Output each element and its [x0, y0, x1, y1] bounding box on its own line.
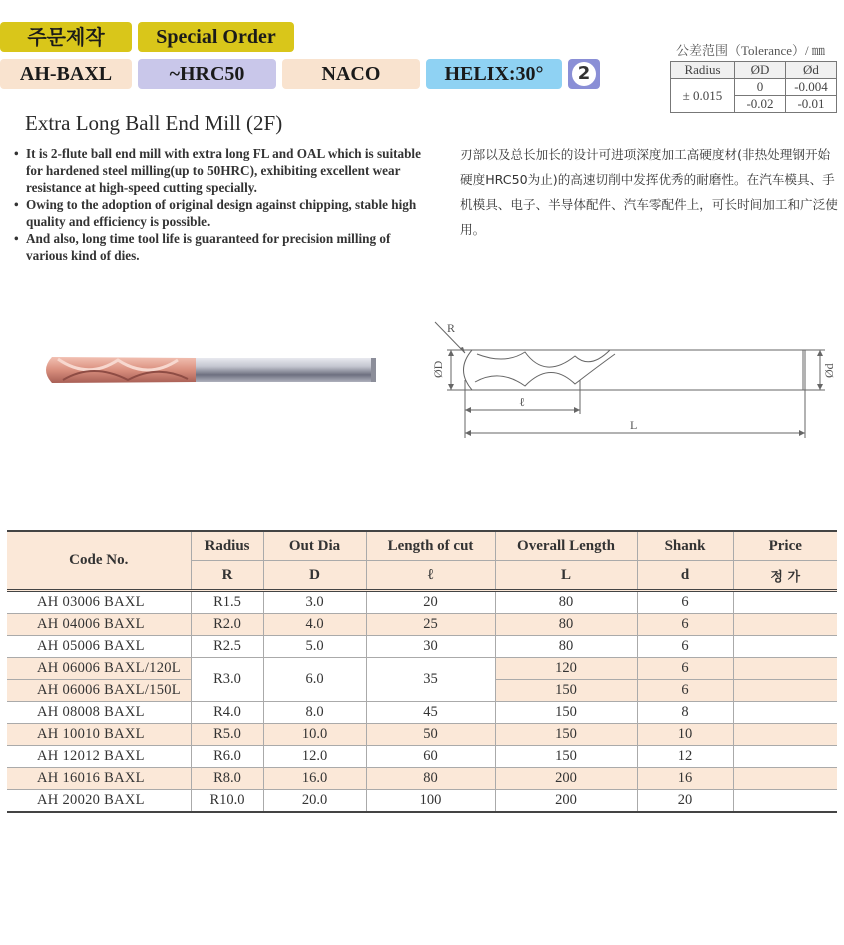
cell-price	[733, 591, 837, 614]
cell-loc: 80	[366, 768, 495, 790]
col-header-oal: Overall Length	[495, 531, 637, 561]
label-d: Ød	[822, 363, 836, 378]
cell-price	[733, 614, 837, 636]
spec-table	[7, 530, 837, 813]
label-R: R	[447, 321, 456, 335]
unit-outdia: D	[263, 561, 366, 591]
col-header-code: Code No.	[7, 531, 191, 591]
tol-D-upper: 0	[735, 79, 786, 96]
cell-oal: 150	[495, 702, 637, 724]
product-title: Extra Long Ball End Mill (2F)	[25, 111, 283, 135]
cell-price	[733, 702, 837, 724]
cell-loc: 30	[366, 636, 495, 658]
cell-price	[733, 790, 837, 813]
tol-header-d: Ød	[786, 62, 837, 79]
dim-l-arrow-right	[574, 407, 580, 413]
cell-radius: R4.0	[191, 702, 263, 724]
table-row	[7, 591, 837, 614]
cell-oal: 80	[495, 591, 637, 614]
feature-item: • And also, long time tool life is guaranteed for precision milling of various kind of dies.	[14, 230, 429, 264]
cell-code: AH 04006 BAXL	[7, 614, 191, 636]
tol-d-lower: -0.01	[786, 96, 837, 113]
table-row	[7, 636, 837, 658]
label-D: ØD	[431, 360, 445, 378]
flute-count: 2	[572, 62, 596, 86]
cell-code: AH 12012 BAXL	[7, 746, 191, 768]
cell-outdia: 6.0	[263, 658, 366, 702]
cell-radius: R2.0	[191, 614, 263, 636]
dim-D-arrow-bottom	[448, 384, 454, 390]
chinese-description: 刃部以及总长加长的设计可进项深度加工高硬度材(非热处理钢开始硬度HRC50为止)的高速切削中发挥优秀的耐磨性。在汽车模具、手机模具、电子、半导体配件、汽车零配件上，可长时间加工和广泛使用。	[460, 147, 838, 237]
cell-oal: 150	[495, 746, 637, 768]
tol-D-lower: -0.02	[735, 96, 786, 113]
cell-price	[733, 658, 837, 680]
table-row	[7, 702, 837, 724]
cell-loc: 25	[366, 614, 495, 636]
cell-price	[733, 746, 837, 768]
cell-outdia: 3.0	[263, 591, 366, 614]
cell-oal: 80	[495, 636, 637, 658]
cell-radius: R5.0	[191, 724, 263, 746]
unit-price: 정 가	[733, 561, 837, 591]
dim-d-arrow-bottom	[817, 384, 823, 390]
cell-code: AH 08008 BAXL	[7, 702, 191, 724]
tag-special-order: Special Order	[138, 22, 294, 52]
cell-code: AH 03006 BAXL	[7, 591, 191, 614]
unit-shank: d	[637, 561, 733, 591]
cell-shank: 6	[637, 658, 733, 680]
col-header-outdia: Out Dia	[263, 531, 366, 561]
cell-code: AH 06006 BAXL/120L	[7, 658, 191, 680]
cell-shank: 6	[637, 591, 733, 614]
cell-radius: R3.0	[191, 658, 263, 702]
flute-count-icon	[568, 59, 600, 89]
col-header-shank: Shank	[637, 531, 733, 561]
tool-technical-drawing	[425, 320, 840, 440]
unit-oal: L	[495, 561, 637, 591]
unit-loc: ℓ	[366, 561, 495, 591]
tag-series: AH-BAXL	[0, 59, 132, 89]
unit-radius: R	[191, 561, 263, 591]
tol-radius: ± 0.015	[671, 79, 735, 113]
cell-price	[733, 636, 837, 658]
cell-loc: 35	[366, 658, 495, 702]
cell-loc: 100	[366, 790, 495, 813]
cell-outdia: 5.0	[263, 636, 366, 658]
cell-outdia: 16.0	[263, 768, 366, 790]
col-header-radius: Radius	[191, 531, 263, 561]
tag-hardness: ~HRC50	[138, 59, 276, 89]
cell-shank: 6	[637, 614, 733, 636]
tol-header-D: ØD	[735, 62, 786, 79]
tolerance-title: 公差范围（Tolerance）/ ㎜	[676, 43, 825, 58]
cell-loc: 20	[366, 591, 495, 614]
cell-loc: 60	[366, 746, 495, 768]
cell-outdia: 20.0	[263, 790, 366, 813]
cell-radius: R1.5	[191, 591, 263, 614]
cell-oal: 120	[495, 658, 637, 680]
feature-item: • Owing to the adoption of original design against chipping, stable high quality and efficiency is possible.	[14, 196, 429, 230]
dim-L-arrow-left	[465, 430, 471, 436]
cell-price	[733, 724, 837, 746]
cell-shank: 6	[637, 636, 733, 658]
tag-coating: NACO	[282, 59, 420, 89]
tool-photo-image	[38, 350, 380, 390]
cell-price	[733, 680, 837, 702]
table-row	[7, 724, 837, 746]
cell-code: AH 16016 BAXL	[7, 768, 191, 790]
dim-D-arrow-top	[448, 350, 454, 356]
dim-d-arrow-top	[817, 350, 823, 356]
tool-shank	[193, 358, 375, 382]
cell-outdia: 8.0	[263, 702, 366, 724]
label-L: L	[630, 418, 638, 432]
table-row	[7, 614, 837, 636]
flute-line-1	[477, 350, 610, 367]
cell-loc: 50	[366, 724, 495, 746]
feature-list	[14, 145, 429, 264]
table-row	[7, 768, 837, 790]
cell-code: AH 05006 BAXL	[7, 636, 191, 658]
cell-outdia: 10.0	[263, 724, 366, 746]
cell-loc: 45	[366, 702, 495, 724]
cell-outdia: 4.0	[263, 614, 366, 636]
cell-shank: 16	[637, 768, 733, 790]
feature-item: • It is 2-flute ball end mill with extra long FL and OAL which is suitable for hardened steel milling(up to 50HRC), exhibiting excellent wear resistance at high-speed cutting specially.	[14, 145, 429, 196]
table-row	[7, 658, 837, 680]
cell-code: AH 10010 BAXL	[7, 724, 191, 746]
cell-shank: 6	[637, 680, 733, 702]
cell-oal: 150	[495, 680, 637, 702]
tag-helix: HELIX:30°	[426, 59, 562, 89]
table-row	[7, 790, 837, 813]
cell-oal: 80	[495, 614, 637, 636]
tag-korean-custom: 주문제작	[0, 22, 132, 52]
cell-outdia: 12.0	[263, 746, 366, 768]
cell-shank: 8	[637, 702, 733, 724]
cell-oal: 200	[495, 768, 637, 790]
cell-price	[733, 768, 837, 790]
tol-d-upper: -0.004	[786, 79, 837, 96]
cell-shank: 10	[637, 724, 733, 746]
cell-code: AH 20020 BAXL	[7, 790, 191, 813]
cell-code: AH 06006 BAXL/150L	[7, 680, 191, 702]
tol-header-radius: Radius	[671, 62, 735, 79]
tool-shank-end	[371, 358, 376, 382]
dim-l-arrow-left	[465, 407, 471, 413]
cell-radius: R10.0	[191, 790, 263, 813]
cell-shank: 20	[637, 790, 733, 813]
dim-L-arrow-right	[799, 430, 805, 436]
cell-radius: R8.0	[191, 768, 263, 790]
cell-oal: 150	[495, 724, 637, 746]
label-l: ℓ	[519, 395, 525, 409]
cell-shank: 12	[637, 746, 733, 768]
tolerance-table	[670, 61, 837, 113]
cell-radius: R6.0	[191, 746, 263, 768]
col-header-price: Price	[733, 531, 837, 561]
cell-oal: 200	[495, 790, 637, 813]
col-header-loc: Length of cut	[366, 531, 495, 561]
cell-radius: R2.5	[191, 636, 263, 658]
table-row	[7, 746, 837, 768]
